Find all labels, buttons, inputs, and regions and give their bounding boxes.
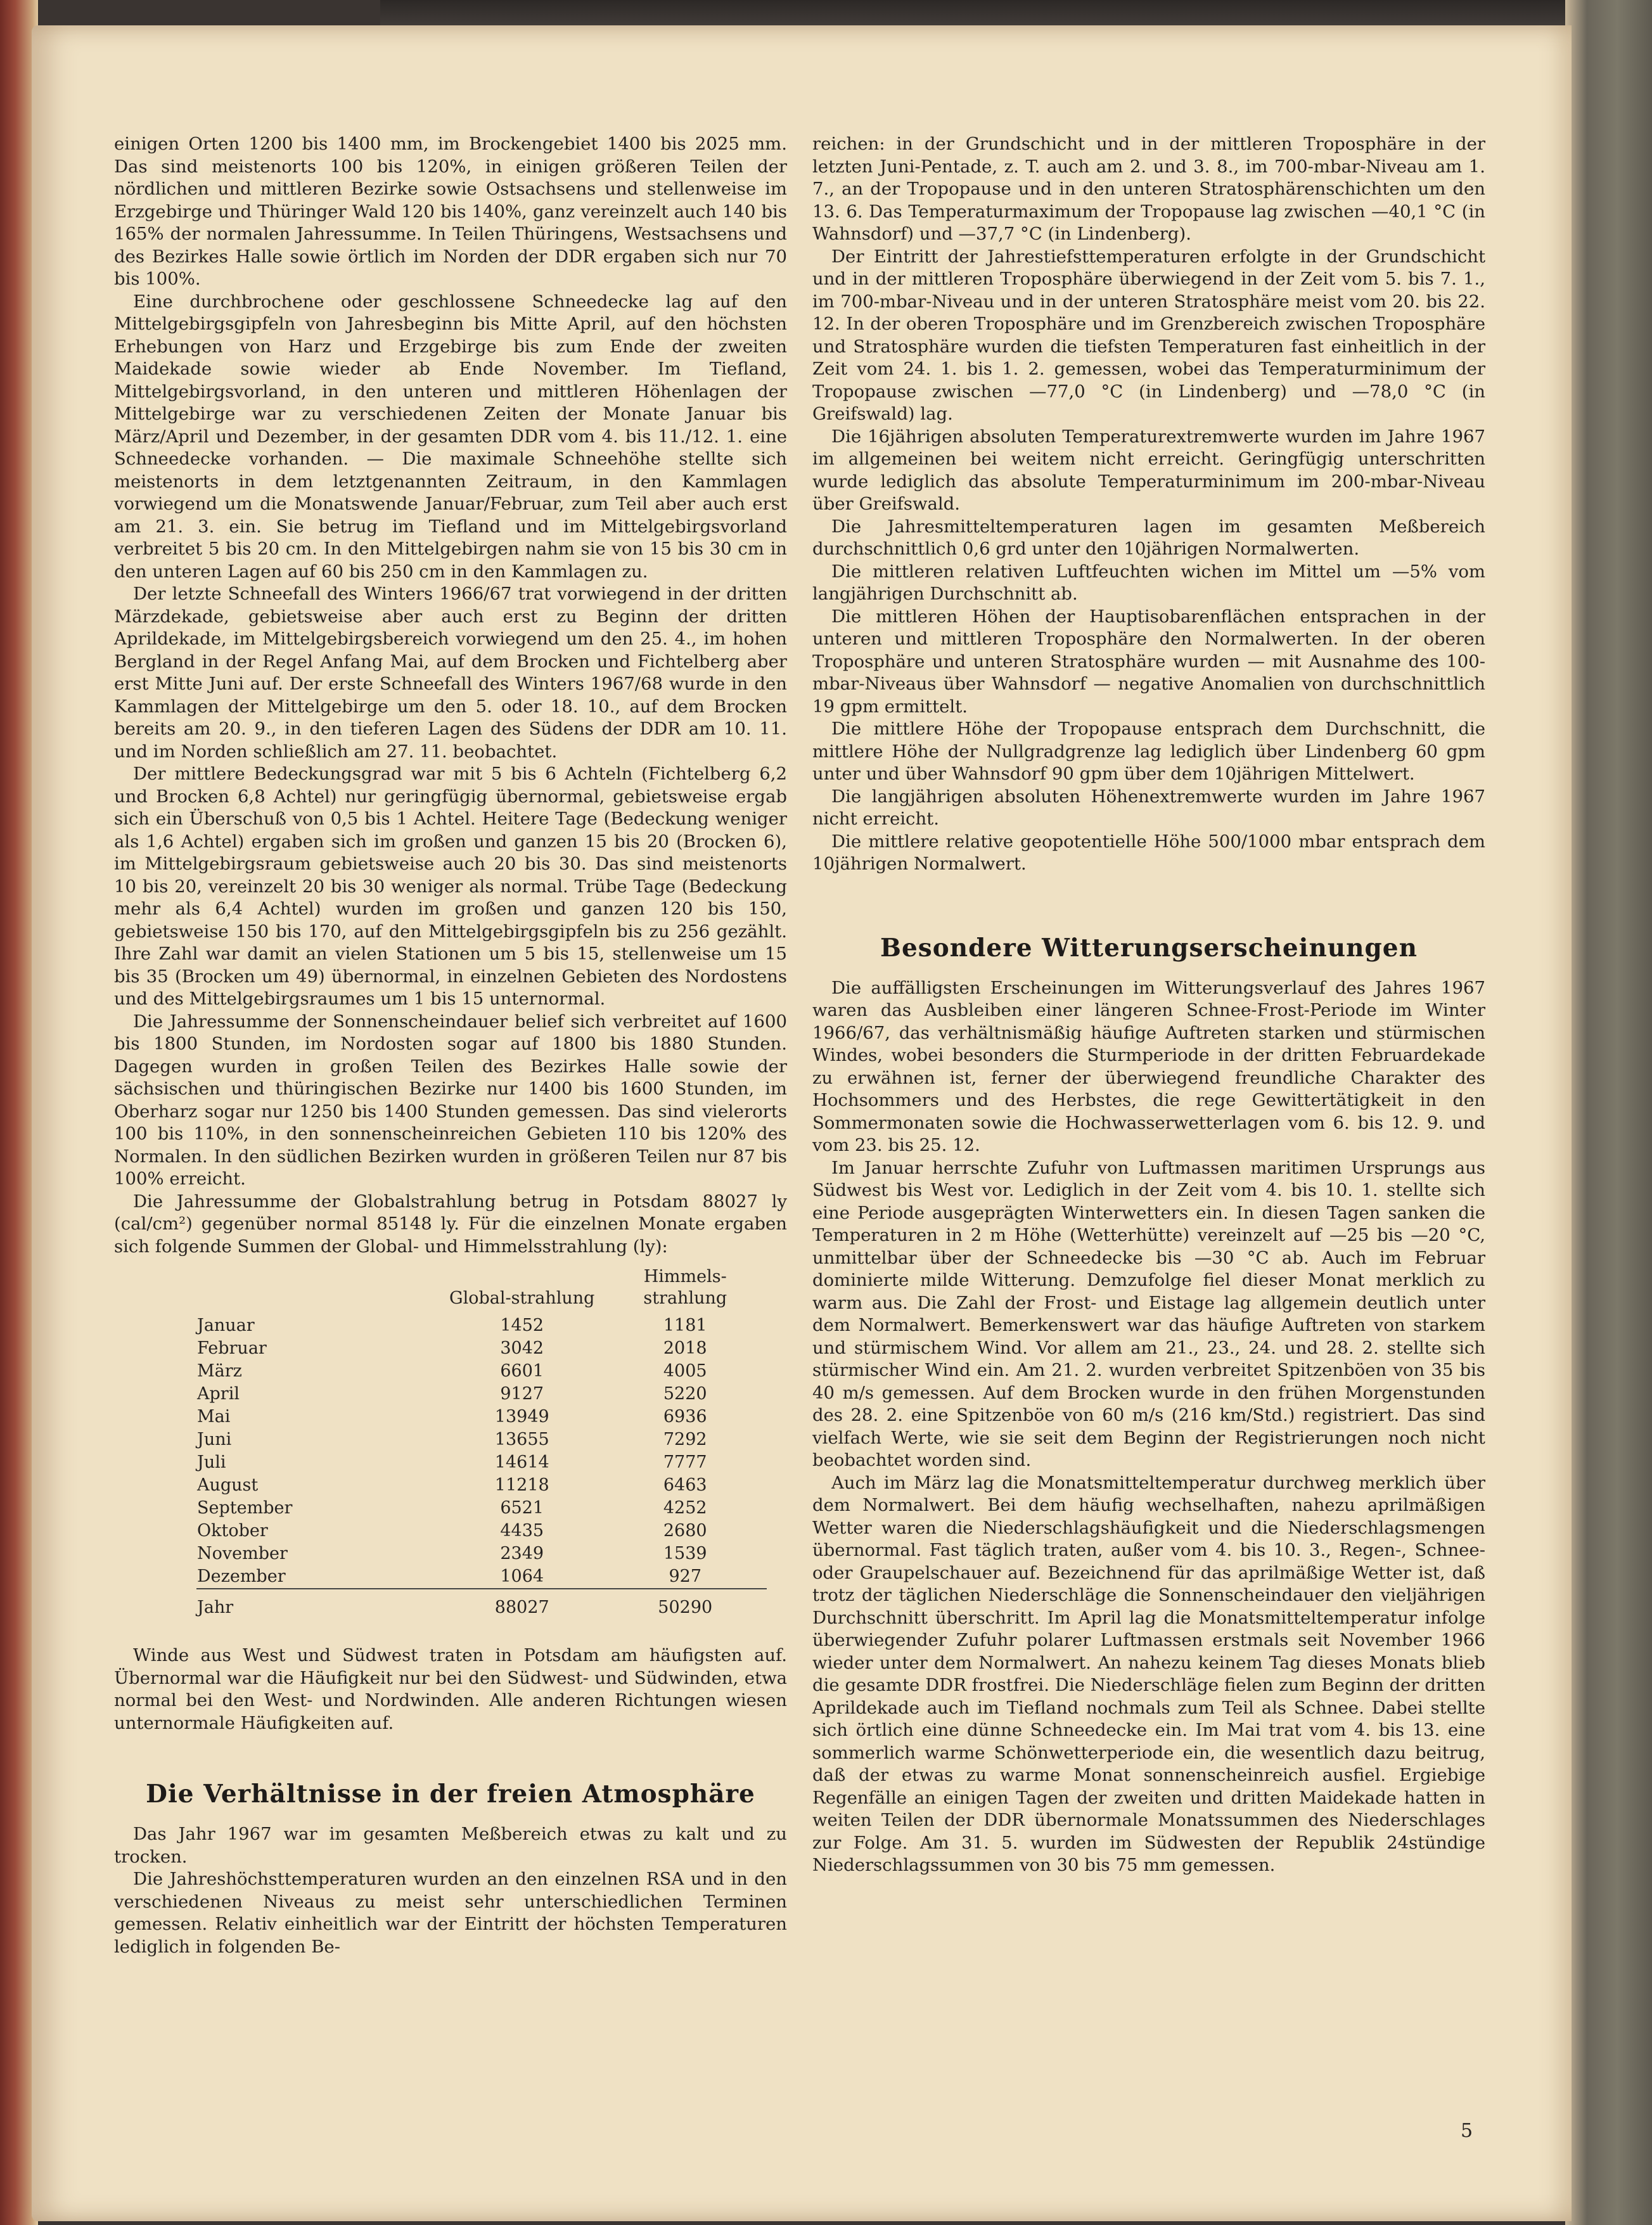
table-row <box>196 1497 767 1520</box>
table-row <box>196 1406 767 1428</box>
left-column <box>114 133 787 1958</box>
paragraph: Die Jahreshöchsttemperaturen wurden an den einzelnen RSA und in den verschiedenen Niveaus zu meist sehr unterschiedlichen Terminen gemessen. Relativ einheitlich war der Eintritt der höchsten Temperaturen lediglich in folgenden Be- <box>114 1869 787 1957</box>
table-cell-himmel: 927 <box>669 1567 702 1586</box>
paragraph: Die 16jährigen absoluten Temperaturextremwerte wurden im Jahre 1967 im allgemeinen bei weitem nicht erreicht. Geringfügig unterschritten wurde lediglich das absolute Temperaturminimum im 200-mbar-Niveau über Greifswald. <box>812 426 1485 514</box>
paragraph: Winde aus West und Südwest traten in Potsdam am häufigsten auf. Übernormal war die Häufigkeit nur bei den Südwest- und Südwinden, etwa normal bei den West- und Nordwinden. Alle anderen Richtungen wiesen unternormale Häufigkeiten auf. <box>114 1645 787 1733</box>
paragraph: Der Eintritt der Jahrestiefsttemperaturen erfolgte in der Grundschicht und in der mittleren Troposphäre überwiegend in der Zeit vom 5. bis 7. 1., im 700-mbar-Niveau und in der unteren Stratosphäre meist vom 20. bis 22. 12. In der oberen Troposphäre und im Grenzbereich zwischen Troposphäre und Stratosphäre wurden die tiefsten Temperaturen fast einheitlich in der Zeit vom 24. 1. bis 1. 2. gemessen, wobei das Temperaturminimum der Tropopause zwischen —77,0 °C (in Lindenberg) und —78,0 °C (in Greifswald) lag. <box>812 246 1485 424</box>
table-cell-month: November <box>197 1544 288 1563</box>
table-cell-himmel: 2018 <box>663 1338 707 1358</box>
table-cell-month: April <box>197 1384 240 1404</box>
table-cell-himmel: 6936 <box>663 1407 707 1427</box>
table-header-global: Global-strahlung <box>449 1288 595 1308</box>
table-cell-global: 13949 <box>494 1407 549 1427</box>
table-cell-global: 13655 <box>494 1430 549 1449</box>
paragraph: Die mittleren relativen Luftfeuchten wichen im Mittel um —5% vom langjährigen Durchschnitt ab. <box>812 561 1485 604</box>
table-cell-himmel: 5220 <box>663 1384 707 1404</box>
table-cell-global: 6521 <box>500 1498 544 1518</box>
table-cell-month: Dezember <box>197 1567 286 1586</box>
table-cell-month: Mai <box>197 1407 231 1427</box>
paragraph: Die mittlere relative geopotentielle Höhe 500/1000 mbar entsprach dem 10jährigen Normalwert. <box>812 831 1485 874</box>
binding-right <box>1565 0 1652 2225</box>
table-cell-month: Januar <box>197 1316 255 1335</box>
table-cell-himmel: 7292 <box>663 1430 707 1449</box>
paragraph: Die Jahressumme der Globalstrahlung betrug in Potsdam 88027 ly (cal/cm²) gegenüber normal 85148 ly. Für die einzelnen Monate ergaben sich folgende Summen der Global- und Himmelsstrahlung (ly): <box>114 1191 787 1257</box>
table-cell-month: Februar <box>197 1338 267 1358</box>
paragraph: Der mittlere Bedeckungsgrad war mit 5 bis 6 Achteln (Fichtelberg 6,2 und Brocken 6,8 Achtel) nur geringfügig übernormal, gebietsweise ergab sich ein Überschuß von 0,5 bis 1 Achtel. Heitere Tage (Bedeckung weniger als 1,6 Achtel) ergaben sich im großen und ganzen 15 bis 20 (Brocken 6), im Mittelgebirgsraum gebietsweise auch 20 bis 30. Das sind meistenorts 10 bis 20, vereinzelt 20 bis 30 weniger als normal. Trübe Tage (Bedeckung mehr als 6,4 Achtel) wurden im großen und ganzen 120 bis 150, gebietsweise 150 bis 170, auf den Mittelgebirgsgipfeln bis zu 256 gezählt. Ihre Zahl war damit an vielen Stationen um 5 bis 15, stellenweise um 15 bis 35 (Brocken um 49) übernormal, in einzelnen Gebieten des Nordostens und des Mittelgebirgsraumes um 1 bis 15 unternormal. <box>114 764 787 1009</box>
table-header-himmel: Himmels-strahlung <box>643 1267 727 1308</box>
paragraph: Die mittlere Höhe der Tropopause entsprach dem Durchschnitt, die mittlere Höhe der Nullgradgrenze lag lediglich über Lindenberg 60 gpm unter und über Wahnsdorf 90 gpm über dem 10jährigen Mittelwert. <box>812 719 1485 784</box>
table-total-month: Jahr <box>196 1589 440 1619</box>
page-number: 5 <box>1461 2120 1473 2142</box>
paragraph: Das Jahr 1967 war im gesamten Meßbereich etwas zu kalt und zu trocken. <box>114 1824 787 1867</box>
table-cell-himmel: 2680 <box>663 1521 707 1541</box>
table-cell-global: 11218 <box>494 1475 549 1495</box>
table-cell-month: Juli <box>197 1452 226 1472</box>
table-cell-himmel: 6463 <box>663 1475 707 1495</box>
table-row <box>196 1360 767 1383</box>
table-row <box>196 1337 767 1360</box>
paragraph: Der letzte Schneefall des Winters 1966/67 trat vorwiegend in der dritten Märzdekade, gebietsweise aber auch erst zu Beginn der dritten Aprildekade, im Mittelgebirgsbereich vorwiegend um den 25. 4., im hohen Bergland in der Regel Anfang Mai, auf dem Brocken und Fichtelberg aber erst Mitte Juni auf. Der erste Schneefall des Winters 1967/68 wurde in den Kammlagen der Mittelgebirge um den 5. oder 18. 10., auf dem Brocken bereits am 20. 9., in den tieferen Lagen des Südens der DDR am 10. 11. und im Norden schließlich am 27. 11. beobachtet. <box>114 584 787 762</box>
table-cell-global: 1452 <box>500 1316 544 1335</box>
paragraph: Die Jahresmitteltemperaturen lagen im gesamten Meßbereich durchschnittlich 0,6 grd unter den 10jährigen Normalwerten. <box>812 516 1485 559</box>
table-row <box>196 1565 767 1589</box>
table-cell-month: Juni <box>197 1430 232 1449</box>
paragraph: Eine durchbrochene oder geschlossene Schneedecke lag auf den Mittelgebirgsgipfeln von Jahresbeginn bis Mitte April, auf den höchsten Erhebungen von Harz und Erzgebirge bis zum Ende der zweiten Maidekade sowie wieder ab Ende November. Im Tiefland, Mittelgebirgsvorland, in den unteren und mittleren Höhenlagen der Mittelgebirge war zu verschiedenen Zeiten der Monate Januar bis März/April und Dezember, in der gesamten DDR vom 4. bis 11./12. 1. eine Schneedecke vorhanden. — Die maximale Schneehöhe stellte sich meistenorts in dem letztgenannten Zeitraum, in den Kammlagen vorwiegend um die Monatswende Januar/Februar, zum Teil aber auch erst am 21. 3. ein. Sie betrug im Tiefland und im Mittelgebirgsvorland verbreitet 5 bis 20 cm. In den Mittelgebirgen nahm sie von 15 bis 30 cm in den unteren Lagen auf 60 bis 250 cm in den Kammlagen zu. <box>114 291 787 582</box>
paragraph: Die langjährigen absoluten Höhenextremwerte wurden im Jahre 1967 nicht erreicht. <box>812 786 1485 829</box>
table-cell-global: 1064 <box>500 1567 544 1586</box>
table-row <box>196 1314 767 1337</box>
table-cell-himmel: 1539 <box>663 1544 707 1563</box>
paragraph: Im Januar herrschte Zufuhr von Luftmassen maritimen Ursprungs aus Südwest bis West vor. Lediglich in der Zeit vom 4. bis 10. 1. stellte sich eine Periode ausgeprägten Winterwetters ein. In diesen Tagen sanken die Temperaturen in 2 m Höhe (Wetterhütte) vereinzelt auf —25 bis —20 °C, unmittelbar über der Schneedecke bis —30 °C ab. Auch im Februar dominierte milde Witterung. Demzufolge fiel dieser Monat merklich zu warm aus. Die Zahl der Frost- und Eistage lag allgemein deutlich unter dem Normalwert. Bemerkenswert war das häufige Auftreten von starkem und stürmischem Wind. Vor allem am 21., 23., 24. und 28. 2. stellte sich stürmischer Wind ein. Am 21. 2. wurden verbreitet Spitzenböen von 35 bis 40 m/s gemessen. Auf dem Brocken wurde in den frühen Morgenstunden des 28. 2. eine Spitzenböe von 60 m/s (216 km/Std.) registriert. Das sind vielfach Werte, wie sie seit dem Beginn der Registrierungen noch nicht beobachtet worden sind. <box>812 1157 1485 1470</box>
table-row <box>196 1542 767 1565</box>
table-row <box>196 1520 767 1542</box>
table-cell-global: 2349 <box>500 1544 544 1563</box>
table-row <box>196 1474 767 1497</box>
table-row <box>196 1383 767 1406</box>
paragraph: Die mittleren Höhen der Hauptisobarenflächen entsprachen in der unteren und mittleren Troposphäre den Normalwerten. In der oberen Troposphäre und unteren Stratosphäre wurden — mit Ausnahme des 100-mbar-Niveaus über Wahnsdorf — negative Anomalien von durchschnittlich 19 gpm ermittelt. <box>812 606 1485 717</box>
right-column <box>812 133 1485 1877</box>
paragraph: Die auffälligsten Erscheinungen im Witterungsverlauf des Jahres 1967 waren das Ausbleiben einer längeren Schnee-Frost-Periode im Winter 1966/67, das verhältnismäßig häufige Auftreten starken und stürmischen Windes, wobei besonders die Sturmperiode in der dritten Februardekade zu erwähnen ist, ferner der überwiegend freundliche Charakter des Hochsommers und des Herbstes, die rege Gewittertätigkeit in den Sommermonaten sowie die Hochwasserwetterlagen vom 6. bis 12. 9. und vom 23. bis 25. 12. <box>812 977 1485 1155</box>
section-heading: Besondere Witterungserscheinungen <box>880 933 1418 963</box>
table-cell-himmel: 1181 <box>663 1316 707 1335</box>
table-total-global: 88027 <box>440 1589 604 1619</box>
table-cell-global: 3042 <box>500 1338 544 1358</box>
table-row <box>196 1428 767 1451</box>
page <box>32 25 1572 2221</box>
table-cell-himmel: 4252 <box>663 1498 707 1518</box>
radiation-table <box>196 1266 767 1619</box>
table-cell-himmel: 4005 <box>663 1361 707 1381</box>
table-header-month <box>196 1266 440 1314</box>
table-row-total <box>196 1589 767 1619</box>
section-heading: Die Verhältnisse in der freien Atmosphäre <box>146 1779 755 1809</box>
paragraph: reichen: in der Grundschicht und in der mittleren Troposphäre in der letzten Juni-Pentade, z. T. auch am 2. und 3. 8., im 700-mbar-Niveau am 1. 7., an der Tropopause und in den unteren Stratosphärenschichten um den 13. 6. Das Temperaturmaximum der Tropopause lag zwischen —40,1 °C (in Wahnsdorf) und —37,7 °C (in Lindenberg). <box>812 134 1485 244</box>
table-cell-month: August <box>197 1475 259 1495</box>
table-cell-month: Oktober <box>197 1521 268 1541</box>
table-row <box>196 1451 767 1474</box>
paragraph: einigen Orten 1200 bis 1400 mm, im Brockengebiet 1400 bis 2025 mm. Das sind meistenorts 100 bis 120%, in einigen größeren Teilen der nördlichen und mittleren Bezirke sowie Ostsachsens und stellenweise im Erzgebirge und Thüringer Wald 120 bis 140%, ganz vereinzelt auch 140 bis 165% der normalen Jahressumme. In Teilen Thüringens, Westsachsens und des Bezirkes Halle sowie örtlich im Norden der DDR ergaben sich nur 70 bis 100%. <box>114 134 787 289</box>
paragraph: Die Jahressumme der Sonnenscheindauer belief sich verbreitet auf 1600 bis 1800 Stunden, im Nordosten sogar auf 1800 bis 1880 Stunden. Dagegen wurden in großen Teilen des Bezirkes Halle sowie der sächsischen und thüringischen Bezirke nur 1400 bis 1600 Stunden, im Oberharz sogar nur 1250 bis 1400 Stunden gemessen. Das sind vielerorts 100 bis 110%, in den sonnenscheinreichen Gebieten 110 bis 120% des Normalen. In den südlichen Bezirken wurden in größeren Teilen nur 87 bis 100% erreicht. <box>114 1011 787 1189</box>
table-cell-global: 6601 <box>500 1361 544 1381</box>
table-cell-global: 4435 <box>500 1521 544 1541</box>
table-cell-global: 14614 <box>494 1452 549 1472</box>
paragraph: Auch im März lag die Monatsmitteltemperatur durchweg merklich über dem Normalwert. Bei dem häufig wechselhaften, nahezu aprilmäßigen Wetter waren die Niederschlagshäufigkeit und die Niederschlagsmengen übernormal. Fast täglich traten, außer vom 4. bis 10. 3., Regen-, Schnee- oder Graupelschauer auf. Bezeichnend für das aprilmäßige Wetter ist, daß trotz der täglichen Niederschläge die Sonnenscheindauer den vieljährigen Durchschnitt überschritt. Im April lag die Monatsmitteltemperatur infolge überwiegender Zufuhr polarer Luftmassen erstmals seit November 1966 wieder unter dem Normalwert. An nahezu keinem Tag dieses Monats blieb die gesamte DDR frostfrei. Die Niederschläge fielen zum Beginn der dritten Aprildekade auch im Tiefland nochmals zum Teil als Schnee. Dabei stellte sich örtlich eine dünne Schneedecke ein. Im Mai trat vom 4. bis 13. eine sommerlich warme Schönwetterperiode ein, die wesentlich dazu beitrug, daß der etwas zu warme Monat sonnenscheinreich ausfiel. Ergiebige Regenfälle an einigen Tagen der zweiten und dritten Maidekade hatten in weiten Teilen der DDR übernormale Monatssummen des Niederschlages zur Folge. Am 31. 5. wurden im Südwesten der Republik 24stündige Niederschlagssummen von 30 bis 75 mm gemessen. <box>812 1472 1485 1875</box>
table-cell-himmel: 7777 <box>663 1452 707 1472</box>
table-cell-month: März <box>197 1361 242 1381</box>
table-total-himmel: 50290 <box>603 1589 767 1619</box>
table-cell-month: September <box>197 1498 293 1518</box>
table-cell-global: 9127 <box>500 1384 544 1404</box>
